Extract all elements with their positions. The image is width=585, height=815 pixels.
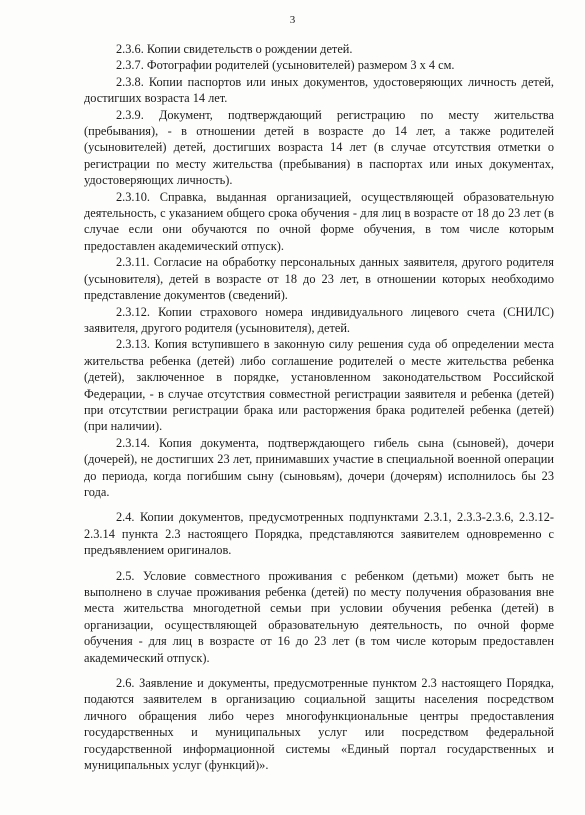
paragraph-2-3-14: 2.3.14. Копия документа, подтверждающего гибель сына (сыновей), дочери (дочерей), не достигших 23 лет, принимавших участие в специальной военной операции до периода, когда погибшим сыну (сыновьям), дочери (дочерям) исполнилось бы 23 года. bbox=[84, 435, 554, 499]
page-number: 3 bbox=[289, 14, 296, 26]
paragraph-2-3-12: 2.3.12. Копии страхового номера индивидуального лицевого счета (СНИЛС) заявителя, другого родителя (усыновителя), детей. bbox=[84, 304, 554, 335]
paragraph-2-3-10: 2.3.10. Справка, выданная организацией, осуществляющей образовательную деятельность, с указанием общего срока обучения - для лиц в возрасте от 18 до 23 лет (в случае если они обучаются по очной форме обучения, в том числе которым предоставлен академический отпуск). bbox=[84, 189, 554, 253]
paragraph-2-4: 2.4. Копии документов, предусмотренных подпунктами 2.3.1, 2.3.3-2.3.6, 2.3.12-2.3.14 пункта 2.3 настоящего Порядка, представляются заявителем одновременно с предъявлением оригиналов. bbox=[84, 510, 554, 558]
document-body bbox=[84, 41, 554, 773]
paragraph-2-6: 2.6. Заявление и документы, предусмотренные пунктом 2.3 настоящего Порядка, подаются заявителем в организацию социальной защиты населения посредством личного обращения либо через многофункциональные центры предоставления государственных и муниципальных услуг или посредством федеральной государственной информационной системы «Единый портал государственных и муниципальных услуг (функций)». bbox=[84, 676, 554, 773]
paragraph-2-3-7: 2.3.7. Фотографии родителей (усыновителей) размером 3 х 4 см. bbox=[116, 58, 455, 73]
paragraph-2-3-6: 2.3.6. Копии свидетельств о рождении детей. bbox=[116, 42, 353, 56]
paragraph-2-3-9: 2.3.9. Документ, подтверждающий регистрацию по месту жительства (пребывания), - в отношении детей в возрасте до 14 лет, а также родителей (усыновителей) детей, достигших возраста 14 лет (в случае отсутствия отметки о регистрации по месту жительства (пребывания) в паспортах или иных документах, удостоверяющих личность). bbox=[84, 107, 554, 188]
paragraph-2-3-8: 2.3.8. Копии паспортов или иных документов, удостоверяющих личность детей, достигших возраста 14 лет. bbox=[84, 74, 554, 106]
paragraph-2-5: 2.5. Условие совместного проживания с ребенком (детьми) может быть не выполнено в случае проживания ребенка (детей) по месту получения образования вне места жительства многодетной семьи при условии обучения ребенка (детей) в организации, осуществляющей образовательную деятельность, по очной форме обучения - для лиц в возрасте от 16 до 23 лет (в том числе которым предоставлен академический отпуск). bbox=[84, 568, 554, 665]
paragraph-2-3-13: 2.3.13. Копия вступившего в законную силу решения суда об определении места жительства ребенка (детей) либо соглашение родителей о месте жительства ребенка (детей), заключенное в порядке, установленном законодательством Российской Федерации, - в случае отсутствия совместной регистрации заявителя и ребенка (детей) при отсутствии регистрации брака или расторжения брака родителей ребенка (детей) (при наличии). bbox=[84, 337, 554, 434]
paragraph-2-3-11: 2.3.11. Согласие на обработку персональных данных заявителя, другого родителя (усыновителя), детей в возрасте от 18 до 23 лет, в отношении которых необходимо представление документов (сведений). bbox=[84, 255, 554, 303]
